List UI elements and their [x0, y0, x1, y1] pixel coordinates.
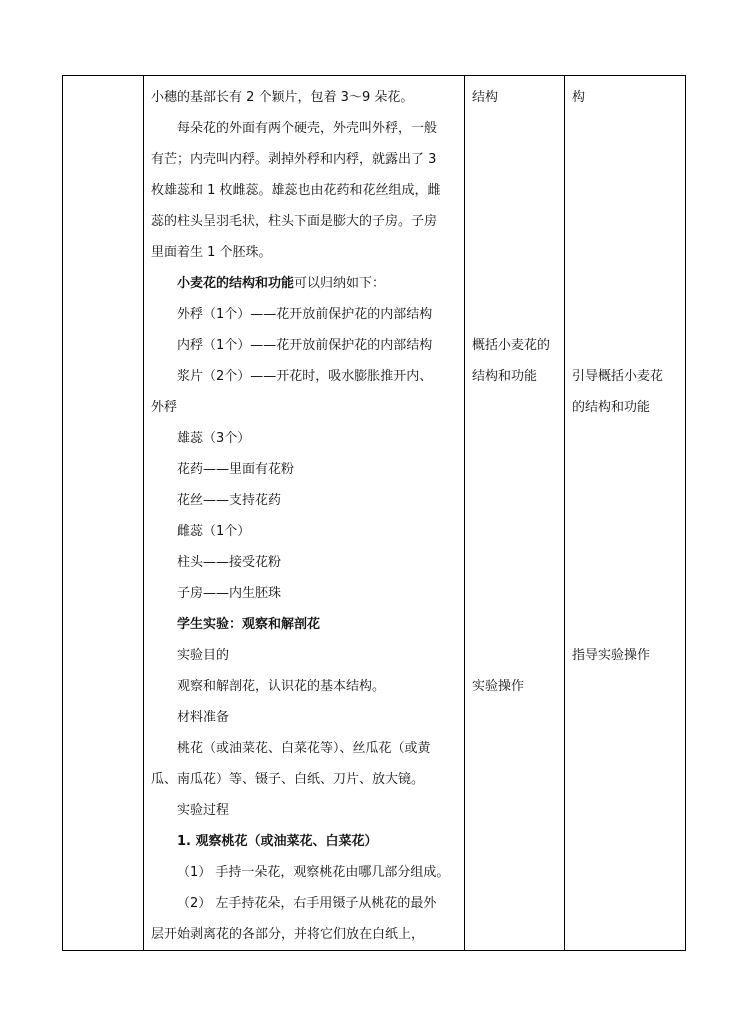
- content-line: 雌蕊（1个）: [177, 524, 251, 539]
- content-line-rest: 可以归纳如下：: [294, 276, 386, 291]
- content-line: （2） 左手持花朵，右手用镊子从桃花的最外: [177, 896, 437, 911]
- content-line: 雄蕊（3个）: [177, 431, 251, 446]
- content-line: 外稃（1个）——花开放前保护花的内部结构: [177, 307, 433, 322]
- content-line: 里面着生 1 个胚珠。: [151, 245, 272, 260]
- content-line: 内稃（1个）——花开放前保护花的内部结构: [177, 338, 433, 353]
- intent-guide-line1: 引导概括小麦花: [572, 369, 664, 384]
- lesson-table: [62, 75, 686, 951]
- content-line: 观察和解剖花，认识花的基本结构。: [177, 679, 386, 694]
- student-activity-cell: [465, 76, 565, 951]
- content-line: 外稃: [151, 400, 178, 415]
- design-intent-column: [565, 76, 685, 950]
- content-line: 花丝——支持花药: [177, 493, 282, 508]
- content-line: 瓜、南瓜花）等、镊子、白纸、刀片、放大镜。: [151, 772, 425, 787]
- content-line: 子房——内生胚珠: [177, 586, 282, 601]
- student-activity-column: [465, 76, 564, 950]
- content-line: 实验目的: [177, 648, 230, 663]
- content-line: 蕊的柱头呈羽毛状，柱头下面是膨大的子房。子房: [151, 214, 438, 229]
- activity-summary-line2: 结构和功能: [472, 369, 538, 384]
- content-line: （1） 手持一朵花，观察桃花由哪几部分组成。: [177, 865, 450, 880]
- content-line: 有芒；内壳叫内稃。剥掉外稃和内稃，就露出了 3: [151, 152, 437, 167]
- content-line: 桃花（或油菜花、白菜花等）、丝瓜花（或黄: [177, 741, 431, 756]
- content-line: 小穗的基部长有 2 个颖片，包着 3～9 朵花。: [151, 90, 414, 105]
- design-intent-cell: [565, 76, 686, 951]
- content-line: 每朵花的外面有两个硬壳，外壳叫外稃，一般: [177, 121, 438, 136]
- content-line: 柱头——接受花粉: [177, 555, 282, 570]
- content-line: 层开始剥离花的各部分，并将它们放在白纸上，: [151, 927, 425, 942]
- content-cell: [144, 76, 465, 951]
- content-line: [151, 268, 458, 299]
- intent-guide-experiment: 指导实验操作: [572, 648, 651, 663]
- content-line: 学生实验：观察和解剖花: [177, 617, 321, 632]
- activity-summary-line1: 概括小麦花的: [472, 338, 551, 353]
- activity-experiment: 实验操作: [472, 679, 525, 694]
- teaching-content: [144, 76, 464, 950]
- intent-guide-line2: 的结构和功能: [572, 400, 651, 415]
- content-line: 浆片（2个）——开花时，吸水膨胀推开内、: [177, 369, 433, 384]
- blank-column-cell: [63, 76, 144, 951]
- content-line: 1. 观察桃花（或油菜花、白菜花）: [177, 834, 378, 849]
- content-line: 枚雄蕊和 1 枚雌蕊。雄蕊也由花药和花丝组成，雌: [151, 183, 441, 198]
- intent-structure: 构: [572, 90, 586, 105]
- content-line: 实验过程: [177, 803, 230, 818]
- content-line: 花药——里面有花粉: [177, 462, 295, 477]
- activity-structure: 结构: [472, 90, 499, 105]
- content-line-bold-prefix: 小麦花的结构和功能: [177, 276, 295, 291]
- table-row: [63, 76, 686, 951]
- content-line: 材料准备: [177, 710, 230, 725]
